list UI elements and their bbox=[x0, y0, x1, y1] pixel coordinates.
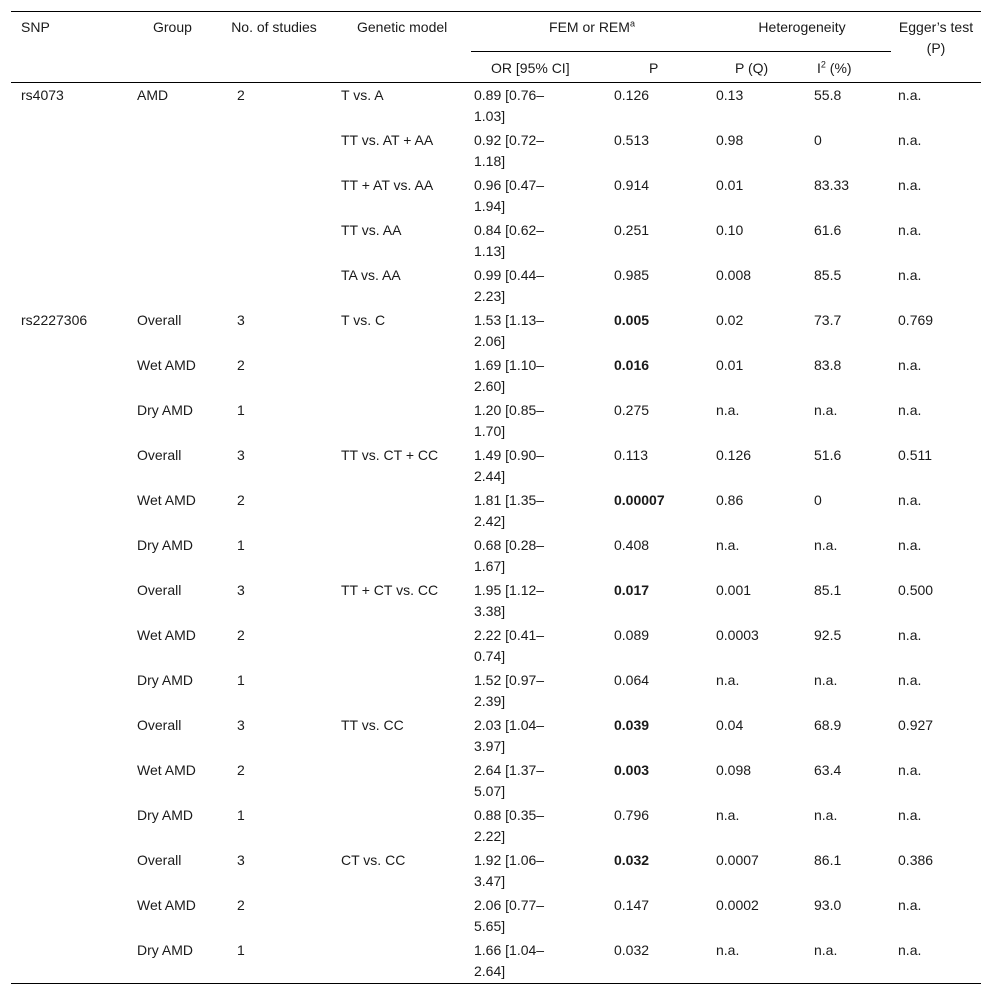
cell-or-ci: 2.64 [1.37–5.07] bbox=[474, 762, 545, 799]
cell-p: 0.796 bbox=[614, 807, 650, 823]
table-row bbox=[11, 803, 981, 848]
cell-group: Dry AMD bbox=[137, 672, 193, 688]
cell-or-ci: 1.66 [1.04– 2.64] bbox=[474, 942, 545, 979]
cell-p-q: 0.001 bbox=[716, 582, 752, 598]
cell-genetic-model: TT + AT vs. AA bbox=[341, 177, 434, 193]
table-row bbox=[11, 848, 981, 893]
cell-studies: 2 bbox=[237, 357, 245, 373]
cell-or-ci: 1.92 [1.06–3.47] bbox=[474, 852, 545, 889]
cell-group: Dry AMD bbox=[137, 807, 193, 823]
cell-group: Dry AMD bbox=[137, 942, 193, 958]
cell-egger: n.a. bbox=[898, 222, 922, 238]
cell-group: Wet AMD bbox=[137, 897, 196, 913]
cell-studies: 2 bbox=[237, 87, 245, 103]
meta-analysis-table bbox=[11, 11, 981, 984]
cell-or-ci: 0.92 [0.72–1.18] bbox=[474, 132, 545, 169]
cell-group: Wet AMD bbox=[137, 627, 196, 643]
cell-or-ci: 0.89 [0.76–1.03] bbox=[474, 87, 545, 124]
cell-studies bbox=[227, 173, 335, 218]
cell-group bbox=[127, 173, 227, 218]
cell-snp bbox=[11, 263, 127, 308]
cell-genetic-model bbox=[335, 803, 471, 848]
cell-p-q: 0.04 bbox=[716, 717, 744, 733]
cell-i2: 0 bbox=[814, 492, 822, 508]
cell-i2: n.a. bbox=[814, 807, 838, 823]
cell-group: Overall bbox=[137, 852, 182, 868]
cell-or-ci: 0.88 [0.35–2.22] bbox=[474, 807, 545, 844]
cell-p: 0.113 bbox=[614, 447, 648, 463]
cell-snp bbox=[11, 758, 127, 803]
cell-group: AMD bbox=[137, 87, 169, 103]
cell-studies: 3 bbox=[237, 582, 245, 598]
cell-group: Wet AMD bbox=[137, 492, 196, 508]
cell-egger: n.a. bbox=[898, 627, 922, 643]
cell-i2: 85.1 bbox=[814, 582, 842, 598]
cell-studies: 2 bbox=[237, 627, 245, 643]
cell-i2: 85.5 bbox=[814, 267, 842, 283]
cell-egger: n.a. bbox=[898, 357, 922, 373]
header-fem-rem-footnote: a bbox=[629, 18, 635, 29]
table-row bbox=[11, 353, 981, 398]
cell-studies: 2 bbox=[237, 762, 245, 778]
cell-studies: 1 bbox=[237, 807, 245, 823]
cell-p-q: 0.86 bbox=[716, 492, 744, 508]
cell-or-ci: 0.84 [0.62–1.13] bbox=[474, 222, 545, 259]
cell-group: Dry AMD bbox=[137, 537, 193, 553]
cell-p-q: 0.0003 bbox=[716, 627, 759, 643]
cell-snp bbox=[11, 128, 127, 173]
cell-genetic-model bbox=[335, 893, 471, 938]
cell-p: 0.089 bbox=[614, 627, 650, 643]
cell-i2: 68.9 bbox=[814, 717, 842, 733]
cell-p: 0.016 bbox=[614, 357, 650, 373]
cell-i2: 86.1 bbox=[814, 852, 842, 868]
cell-p: 0.147 bbox=[614, 897, 650, 913]
header-fem-rem-text: FEM or REM bbox=[549, 19, 630, 35]
cell-p: 0.914 bbox=[614, 177, 650, 193]
cell-i2: n.a. bbox=[814, 942, 838, 958]
cell-p: 0.003 bbox=[614, 762, 650, 778]
header-p-q: P (Q) bbox=[713, 52, 805, 83]
cell-group bbox=[127, 128, 227, 173]
cell-group: Overall bbox=[137, 312, 182, 328]
cell-egger: 0.386 bbox=[898, 852, 934, 868]
meta-analysis-table-container bbox=[11, 11, 981, 984]
cell-snp bbox=[11, 848, 127, 893]
cell-egger: 0.500 bbox=[898, 582, 934, 598]
cell-studies bbox=[227, 263, 335, 308]
cell-p-q: 0.098 bbox=[716, 762, 752, 778]
cell-p-q: 0.98 bbox=[716, 132, 744, 148]
cell-or-ci: 2.03 [1.04–3.97] bbox=[474, 717, 545, 754]
cell-egger: 0.511 bbox=[898, 447, 933, 463]
cell-genetic-model bbox=[335, 623, 471, 668]
cell-i2: 73.7 bbox=[814, 312, 842, 328]
cell-group bbox=[127, 218, 227, 263]
cell-p: 0.032 bbox=[614, 942, 650, 958]
table-row bbox=[11, 308, 981, 353]
table-row bbox=[11, 668, 981, 713]
cell-p: 0.126 bbox=[614, 87, 650, 103]
cell-snp bbox=[11, 443, 127, 488]
header-i2-sup: 2 bbox=[820, 59, 826, 70]
cell-egger: 0.927 bbox=[898, 717, 934, 733]
cell-or-ci: 0.68 [0.28–1.67] bbox=[474, 537, 545, 574]
header-i2 bbox=[805, 52, 891, 83]
cell-snp bbox=[11, 713, 127, 758]
cell-or-ci: 0.96 [0.47–1.94] bbox=[474, 177, 545, 214]
cell-genetic-model bbox=[335, 488, 471, 533]
cell-studies: 2 bbox=[237, 897, 245, 913]
cell-p-q: 0.01 bbox=[716, 357, 744, 373]
cell-egger: n.a. bbox=[898, 762, 922, 778]
cell-egger: n.a. bbox=[898, 942, 922, 958]
cell-p: 0.00007 bbox=[614, 492, 665, 508]
cell-p-q: 0.10 bbox=[716, 222, 744, 238]
cell-snp bbox=[11, 533, 127, 578]
cell-p-q: 0.0002 bbox=[716, 897, 759, 913]
cell-snp bbox=[11, 173, 127, 218]
header-egger: Egger’s test (P) bbox=[898, 19, 974, 56]
cell-p: 0.251 bbox=[614, 222, 650, 238]
cell-p-q: n.a. bbox=[716, 807, 740, 823]
cell-genetic-model: CT vs. CC bbox=[341, 852, 406, 868]
header-studies: No. of studies bbox=[231, 19, 317, 35]
cell-snp bbox=[11, 893, 127, 938]
cell-genetic-model bbox=[335, 668, 471, 713]
cell-studies bbox=[227, 218, 335, 263]
table-body bbox=[11, 83, 981, 984]
cell-p: 0.017 bbox=[614, 582, 650, 598]
cell-genetic-model: TT vs. CT + CC bbox=[341, 447, 439, 463]
cell-i2: 61.6 bbox=[814, 222, 842, 238]
cell-egger: n.a. bbox=[898, 177, 922, 193]
table-row bbox=[11, 758, 981, 803]
cell-studies: 1 bbox=[237, 402, 245, 418]
cell-or-ci: 2.22 [0.41–0.74] bbox=[474, 627, 545, 664]
cell-genetic-model bbox=[335, 758, 471, 803]
cell-or-ci: 1.20 [0.85–1.70] bbox=[474, 402, 545, 439]
cell-genetic-model bbox=[335, 533, 471, 578]
table-row bbox=[11, 488, 981, 533]
cell-or-ci: 1.53 [1.13–2.06] bbox=[474, 312, 545, 349]
cell-genetic-model: TA vs. AA bbox=[341, 267, 401, 283]
cell-group: Wet AMD bbox=[137, 357, 196, 373]
cell-group bbox=[127, 263, 227, 308]
cell-i2: 55.8 bbox=[814, 87, 842, 103]
cell-i2: 92.5 bbox=[814, 627, 842, 643]
header-genetic-model: Genetic model bbox=[357, 19, 448, 35]
cell-egger: n.a. bbox=[898, 132, 922, 148]
cell-egger: n.a. bbox=[898, 807, 922, 823]
cell-genetic-model bbox=[335, 938, 471, 984]
cell-i2: 51.6 bbox=[814, 447, 842, 463]
cell-p-q: 0.01 bbox=[716, 177, 744, 193]
cell-snp bbox=[11, 218, 127, 263]
cell-or-ci: 1.81 [1.35–2.42] bbox=[474, 492, 545, 529]
cell-or-ci: 1.69 [1.10–2.60] bbox=[474, 357, 545, 394]
cell-snp bbox=[11, 803, 127, 848]
cell-egger: n.a. bbox=[898, 672, 922, 688]
cell-genetic-model bbox=[335, 398, 471, 443]
cell-snp bbox=[11, 353, 127, 398]
cell-p-q: 0.13 bbox=[716, 87, 744, 103]
cell-snp: rs2227306 bbox=[21, 312, 88, 328]
cell-or-ci: 1.49 [0.90–2.44] bbox=[474, 447, 545, 484]
cell-egger: 0.769 bbox=[898, 312, 934, 328]
header-or-ci: OR [95% CI] bbox=[471, 52, 611, 83]
table-row bbox=[11, 443, 981, 488]
cell-studies: 2 bbox=[237, 492, 245, 508]
header-group: Group bbox=[153, 19, 192, 35]
cell-snp bbox=[11, 668, 127, 713]
cell-studies: 3 bbox=[237, 852, 245, 868]
cell-group: Overall bbox=[137, 717, 182, 733]
cell-studies: 3 bbox=[237, 717, 245, 733]
cell-p: 0.005 bbox=[614, 312, 650, 328]
cell-p: 0.408 bbox=[614, 537, 650, 553]
cell-snp bbox=[11, 578, 127, 623]
table-row bbox=[11, 578, 981, 623]
table-row bbox=[11, 893, 981, 938]
cell-i2: 63.4 bbox=[814, 762, 842, 778]
cell-i2: n.a. bbox=[814, 402, 838, 418]
cell-studies: 3 bbox=[237, 447, 245, 463]
cell-snp bbox=[11, 398, 127, 443]
cell-p: 0.032 bbox=[614, 852, 650, 868]
cell-p-q: 0.02 bbox=[716, 312, 744, 328]
cell-or-ci: 1.95 [1.12–3.38] bbox=[474, 582, 545, 619]
table-row bbox=[11, 263, 981, 308]
cell-genetic-model: TT vs. AA bbox=[341, 222, 402, 238]
cell-i2: 93.0 bbox=[814, 897, 842, 913]
cell-genetic-model: TT + CT vs. CC bbox=[341, 582, 439, 598]
table-row bbox=[11, 938, 981, 984]
cell-p-q: n.a. bbox=[716, 942, 740, 958]
table-row bbox=[11, 398, 981, 443]
cell-p: 0.064 bbox=[614, 672, 650, 688]
cell-p: 0.275 bbox=[614, 402, 650, 418]
header-i2-tail: (%) bbox=[825, 60, 852, 76]
cell-group: Dry AMD bbox=[137, 402, 193, 418]
cell-studies bbox=[227, 128, 335, 173]
cell-studies: 1 bbox=[237, 942, 245, 958]
cell-snp bbox=[11, 938, 127, 984]
cell-p-q: n.a. bbox=[716, 537, 740, 553]
cell-egger: n.a. bbox=[898, 897, 922, 913]
table-row bbox=[11, 623, 981, 668]
cell-or-ci: 0.99 [0.44–2.23] bbox=[474, 267, 545, 304]
cell-genetic-model: TT vs. CC bbox=[341, 717, 404, 733]
cell-i2: n.a. bbox=[814, 672, 838, 688]
cell-or-ci: 1.52 [0.97–2.39] bbox=[474, 672, 545, 709]
cell-group: Overall bbox=[137, 582, 182, 598]
header-i2-base: I bbox=[817, 60, 821, 76]
cell-p: 0.039 bbox=[614, 717, 650, 733]
cell-p-q: n.a. bbox=[716, 402, 740, 418]
table-header bbox=[11, 12, 981, 83]
header-p: P bbox=[611, 52, 713, 83]
table-row bbox=[11, 128, 981, 173]
table-row bbox=[11, 218, 981, 263]
cell-studies: 3 bbox=[237, 312, 245, 328]
cell-egger: n.a. bbox=[898, 87, 922, 103]
cell-genetic-model: TT vs. AT + AA bbox=[341, 132, 434, 148]
cell-i2: n.a. bbox=[814, 537, 838, 553]
table-row bbox=[11, 173, 981, 218]
cell-egger: n.a. bbox=[898, 537, 922, 553]
cell-genetic-model: T vs. C bbox=[341, 312, 386, 328]
cell-snp bbox=[11, 623, 127, 668]
cell-group: Overall bbox=[137, 447, 182, 463]
table-row bbox=[11, 533, 981, 578]
cell-egger: n.a. bbox=[898, 492, 922, 508]
cell-i2: 83.8 bbox=[814, 357, 842, 373]
table-row bbox=[11, 83, 981, 129]
cell-egger: n.a. bbox=[898, 267, 922, 283]
cell-p-q: 0.126 bbox=[716, 447, 752, 463]
header-heterogeneity: Heterogeneity bbox=[758, 19, 846, 35]
cell-snp: rs4073 bbox=[21, 87, 64, 103]
cell-or-ci: 2.06 [0.77–5.65] bbox=[474, 897, 545, 934]
cell-group: Wet AMD bbox=[137, 762, 196, 778]
cell-studies: 1 bbox=[237, 672, 245, 688]
cell-p-q: n.a. bbox=[716, 672, 740, 688]
cell-egger: n.a. bbox=[898, 402, 922, 418]
cell-p-q: 0.008 bbox=[716, 267, 752, 283]
cell-p: 0.513 bbox=[614, 132, 650, 148]
cell-genetic-model: T vs. A bbox=[341, 87, 384, 103]
cell-studies: 1 bbox=[237, 537, 245, 553]
cell-genetic-model bbox=[335, 353, 471, 398]
header-snp: SNP bbox=[21, 19, 50, 35]
cell-p-q: 0.0007 bbox=[716, 852, 759, 868]
cell-i2: 0 bbox=[814, 132, 822, 148]
header-fem-rem bbox=[471, 12, 713, 52]
cell-i2: 83.33 bbox=[814, 177, 850, 193]
cell-snp bbox=[11, 488, 127, 533]
cell-p: 0.985 bbox=[614, 267, 650, 283]
table-row bbox=[11, 713, 981, 758]
